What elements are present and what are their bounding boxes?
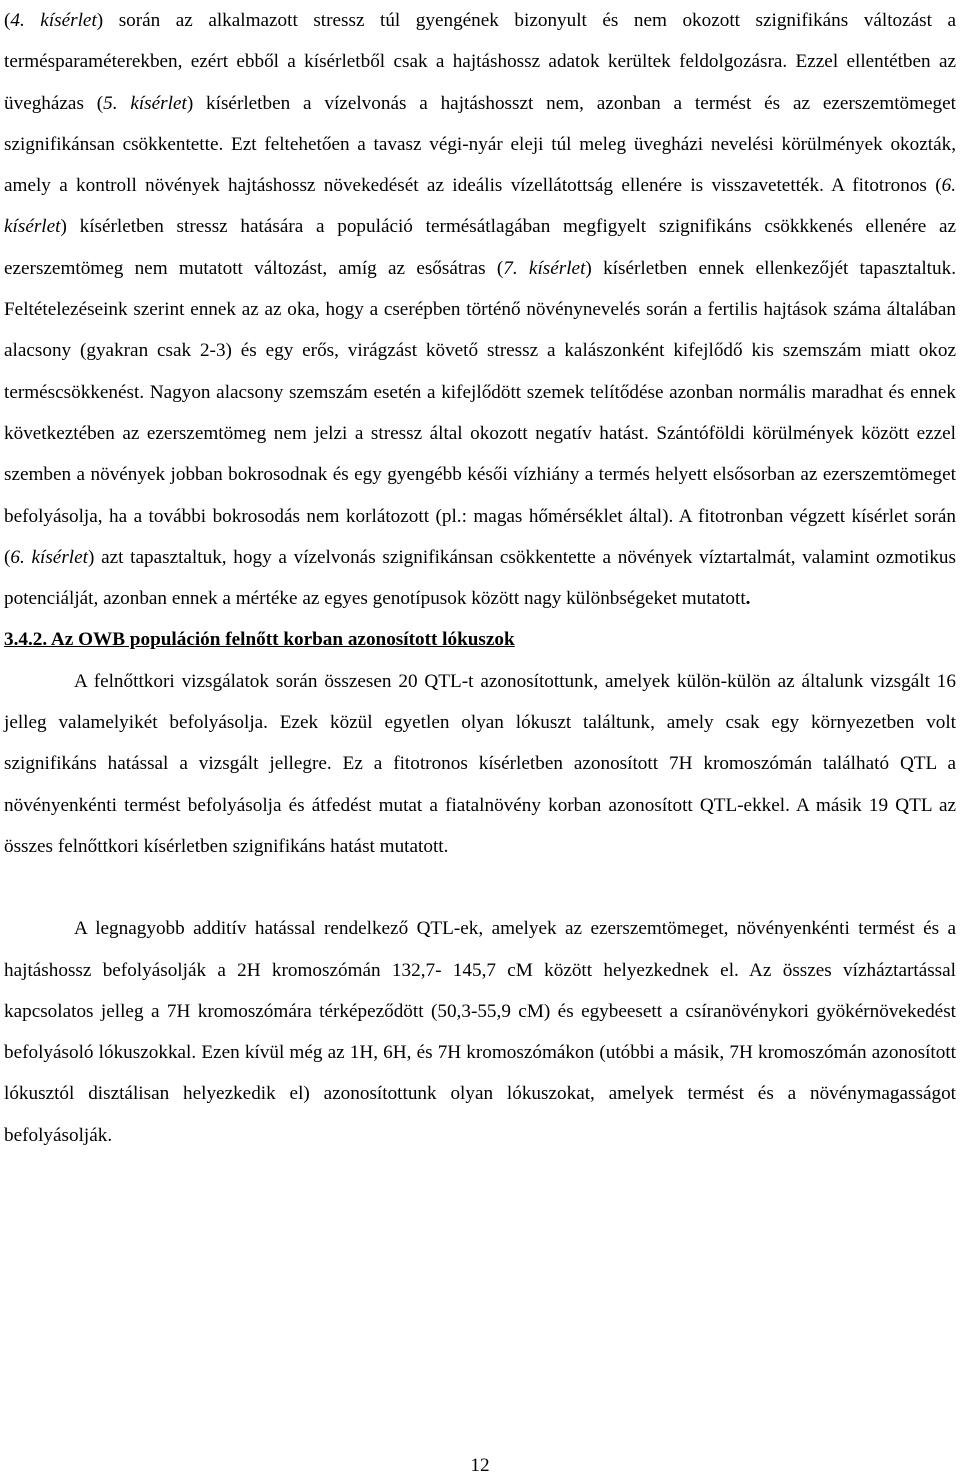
section-heading [4,619,956,660]
experiment-reference: 7. kísérlet [503,257,586,279]
paragraph-end-period: . [745,588,751,610]
experiment-reference: 4. kísérlet [10,10,97,31]
paragraph-gap [4,867,956,908]
paragraph-text: ) azt tapasztaltuk, hogy a vízelvonás szignifikánsan csökkentette a növények víztartalmát, valamint ozmotikus potenciálját, azonban ennek a mértéke az egyes genotípusok között nagy különbségeket mutatott [4,546,956,610]
paragraph-text: ) kísérletben ennek ellenkezőjét tapasztaltuk. Feltételezéseink szerint ennek az az oka, hogy a cserépben történő növénynevelés során a fertilis hajtások száma általában alacsony (gyakran csak 2-3) és egy erős, virágzást követő stressz a kalászonként kifejlődő kis szemszám miatt okoz terméscsökkenést. Nagyon alacsony szemszám esetén a kifejlődött szemek telítődése azonban normális maradhat és ennek következtében az ezerszemtömeg nem jelzi a stressz által okozott negatív hatást. Szántóföldi körülmények között ezzel szemben a növények jobban bokrosodnak és egy gyengébb késői vízhiány a termés helyett elsősorban az ezerszemtömeget befolyásolja, ha a további bokrosodás nem korlátozott (pl.: magas hőmérséklet által). A fitotronban végzett kísérlet során ( [4,257,956,568]
paragraph-text: ) kísérletben stressz hatására a populáció termésátlagában megfigyelt szignifikáns csökkkenés ellenére az ezerszemtömeg nem mutatott változást, amíg az esősátras ( [4,216,956,279]
paragraph-text: ( [4,10,11,31]
paragraph-text: ) kísérletben a vízelvonás a hajtáshosszt nem, azonban a termést és az ezerszemtömeget szignifikánsan csökkentette. Ezt feltehetően a tavasz végi-nyár eleji túl meleg üvegházi nevelési körülmények okozták, amely a kontroll növények hajtáshossz növekedését az ideális vízellátottság ellenére is visszavetették. A fitotronos ( [4,92,956,197]
paragraph-qtl-effects: A legnagyobb additív hatással rendelkező QTL-ek, amelyek az ezerszemtömeget, növényenkénti termést és a hajtáshossz befolyásolják a 2H kromoszómán 132,7- 145,7 cM között helyezkednek el. Az összes vízháztartással kapcsolatos jelleg a 7H kromoszómára térképeződött (50,3-55,9 cM) és egybeesett a csíranövénykori gyökérnövekedést befolyásoló lókuszokkal. Ezen kívül még az 1H, 6H, és 7H kromoszómákon (utóbbi a másik, 7H kromoszómán azonosított lókusztól disztálisan helyezkedik el) azonosítottunk olyan lókuszokat, amelyek termést és a növénymagasságot befolyásolják. [4,918,956,1146]
paragraph-text: ) során az alkalmazott stressz túl gyengének bizonyult és nem okozott szignifikáns változást a termésparaméterekben, ezért ebből a kísérletből csak a hajtáshossz adatok kerültek feldolgozásra. Ezzel ellentétben az üvegházas ( [4,10,956,114]
section-title: Az OWB populáción felnőtt korban azonosított lókuszok [50,629,515,651]
paragraph-qtl-summary: A felnőttkori vizsgálatok során összesen 20 QTL-t azonosítottunk, amelyek külön-külön az általunk vizsgált 16 jelleg valamelyikét befolyásolja. Ezek közül egyetlen olyan lókuszt találtunk, amely csak egy környezetben volt szignifikáns hatással a vizsgált jellegre. Ez a fitotronos kísérletben azonosított 7H kromoszómán található QTL a növényenkénti termést befolyásolja és átfedést mutat a fiatalnövény korban azonosított QTL-ekkel. A másik 19 QTL az összes felnőttkori kísérletben szignifikáns hatást mutatott. [4,670,956,857]
experiment-reference: 5. kísérlet [103,92,187,114]
document-page [4,0,956,1156]
page-number: 12 [470,1455,490,1476]
paragraph-experiments [4,0,956,619]
experiment-reference: 6. kísérlet [10,546,88,568]
section-number: 3.4.2. [4,629,51,651]
experiment-reference: 6. kísérlet [4,175,956,238]
